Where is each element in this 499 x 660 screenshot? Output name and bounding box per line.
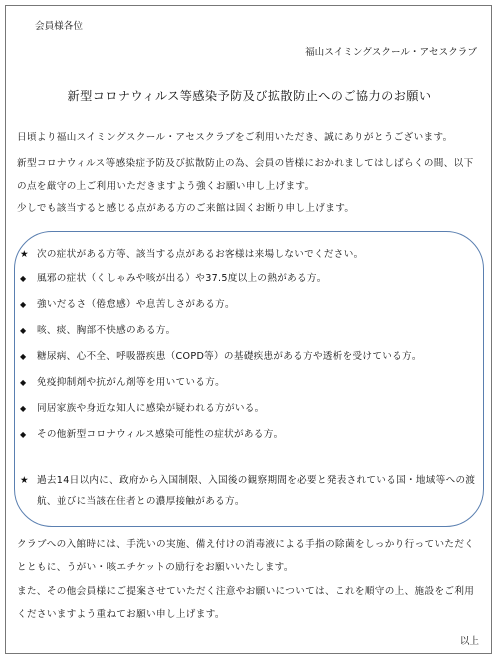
list-item: 免疫抑制剤や抗がん剤等を用いている方。: [37, 377, 225, 388]
intro-line: 日頃より福山スイミングスクール・アセスクラブをご利用いただき、誠にありがとうございます。: [17, 132, 453, 143]
diamond-bullet-icon: ◆: [20, 300, 27, 309]
diamond-bullet-icon: ◆: [20, 326, 27, 335]
list-item: 過去14日以内に、政府から入国制限、入国後の観察期間を必要と発表されている国・地域等への渡: [37, 475, 476, 486]
list-item: その他新型コロナウィルス感染可能性の症状がある方。: [37, 429, 284, 440]
list-item: 糖尿病、心不全、呼吸器疾患（COPD等）の基礎疾患がある方や透析を受けている方。: [37, 351, 422, 362]
list-item: 次の症状がある方等、該当する点があるお客様は来場しないでください。: [37, 249, 364, 260]
list-item: 風邪の症状（くしゃみや咳が出る）や37.5度以上の熱がある方。: [37, 273, 327, 284]
closing-line: また、その他会員様にご提案させていただく注意やお願いについては、これを順守の上、施設をご利用: [17, 586, 475, 597]
intro-line: の点を厳守の上ご利用いただきますよう強くお願い申し上げます。: [17, 181, 315, 192]
diamond-bullet-icon: ◆: [20, 430, 27, 439]
star-bullet-icon: ★: [20, 249, 29, 260]
diamond-bullet-icon: ◆: [20, 404, 27, 413]
notice-title: 新型コロナウィルス等感染予防及び拡散防止へのご協力のお願い: [67, 89, 432, 103]
list-item-continuation: 航、並びに当該在住者との濃厚接触がある方。: [37, 496, 245, 507]
closing-line: くださいますよう重ねてお願い申し上げます。: [17, 609, 225, 620]
addressee: 会員様各位: [35, 21, 83, 32]
diamond-bullet-icon: ◆: [20, 274, 27, 283]
intro-line: 新型コロナウィルス等感染症予防及び拡散防止の為、会員の皆様におかれましてはしばらくの間、以下: [17, 158, 474, 169]
closing-line: とともに、うがい・咳エチケットの励行をお願いいたします。: [17, 562, 294, 573]
list-item: 強いだるさ（倦怠感）や息苦しさがある方。: [37, 299, 235, 310]
list-item: 同居家族や身近な知人に感染が疑われる方がいる。: [37, 403, 265, 414]
diamond-bullet-icon: ◆: [20, 378, 27, 387]
sender-name: 福山スイミングスクール・アセスクラブ: [305, 47, 477, 58]
closing-mark: 以上: [459, 636, 479, 647]
intro-line: 少しでも該当すると感じる点がある方のご来館は固くお断り申し上げます。: [17, 203, 355, 214]
diamond-bullet-icon: ◆: [20, 352, 27, 361]
notice-page: [5, 5, 492, 654]
list-item: 咳、痰、胸部不快感のある方。: [37, 325, 176, 336]
star-bullet-icon: ★: [20, 475, 29, 486]
closing-line: クラブへの入館時には、手洗いの実施、備え付けの消毒液による手指の除菌をしっかり行っていただく: [17, 539, 475, 550]
